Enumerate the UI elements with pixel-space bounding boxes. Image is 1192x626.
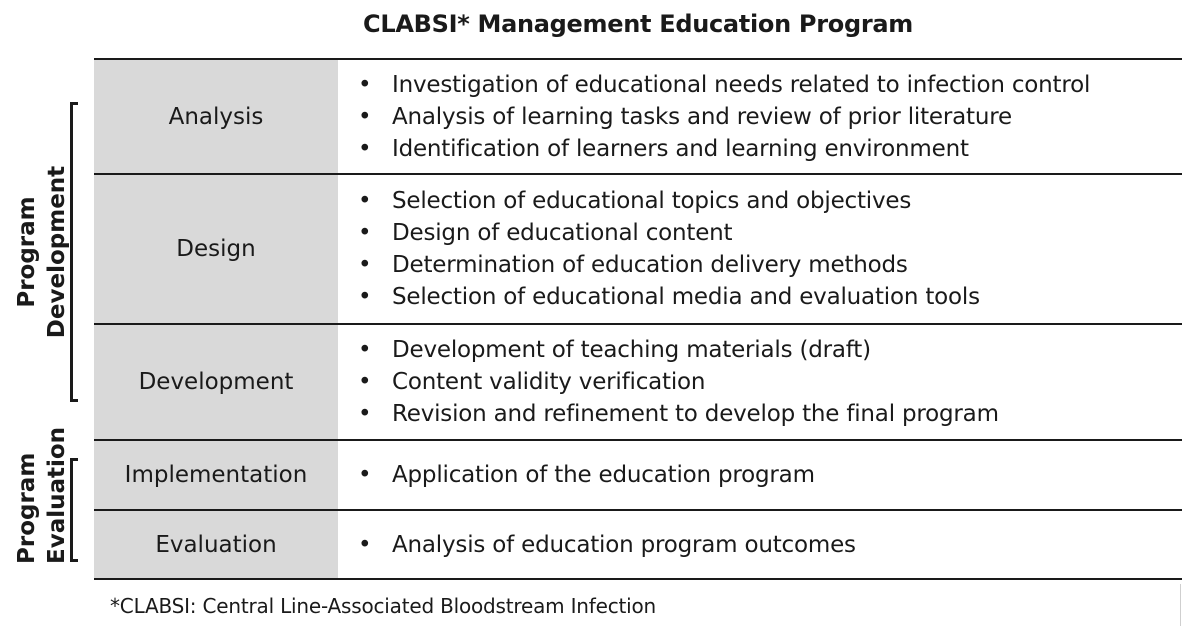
activity-item: • Determination of education delivery methods (358, 249, 1182, 281)
phase-name-cell: Evaluation (94, 511, 338, 578)
group-label-line: Program (14, 196, 40, 308)
phase-name-cell: Analysis (94, 60, 338, 173)
activity-item: • Selection of educational topics and objectives (358, 185, 1182, 217)
group-label-program-evaluation (12, 426, 72, 564)
phase-table (94, 58, 1182, 580)
diagram-title: CLABSI* Management Education Program (363, 10, 913, 38)
phase-activity-list (338, 175, 1182, 323)
phase-name-cell: Design (94, 175, 338, 323)
group-label-program-development (12, 162, 72, 342)
footnote: *CLABSI: Central Line-Associated Bloodstream Infection (110, 594, 657, 618)
phase-activity-list (338, 60, 1182, 173)
bracket-program-evaluation (70, 458, 78, 562)
activity-item: • Revision and refinement to develop the final program (358, 398, 1182, 430)
bracket-program-development (70, 102, 78, 402)
phase-name-cell: Implementation (94, 441, 338, 509)
activity-item: • Application of the education program (358, 459, 1182, 491)
activity-item: • Selection of educational media and evaluation tools (358, 281, 1182, 313)
phase-row-analysis (94, 58, 1182, 173)
phase-row-implementation (94, 439, 1182, 509)
group-label-line: Evaluation (44, 426, 70, 564)
activity-item: • Identification of learners and learning environment (358, 133, 1182, 165)
phase-name-cell: Development (94, 325, 338, 439)
activity-item: • Analysis of learning tasks and review of prior literature (358, 101, 1182, 133)
activity-item: • Analysis of education program outcomes (358, 529, 1182, 561)
group-label-line: Development (44, 165, 70, 339)
activity-item: • Design of educational content (358, 217, 1182, 249)
phase-activity-list (338, 441, 1182, 509)
phase-activity-list (338, 325, 1182, 439)
activity-item: • Investigation of educational needs related to infection control (358, 69, 1182, 101)
activity-item: • Development of teaching materials (draft) (358, 334, 1182, 366)
activity-item: • Content validity verification (358, 366, 1182, 398)
phase-row-evaluation (94, 509, 1182, 580)
phase-activity-list (338, 511, 1182, 578)
phase-row-development (94, 323, 1182, 439)
group-label-line: Program (14, 452, 40, 564)
footnote-divider (1180, 584, 1181, 626)
phase-row-design (94, 173, 1182, 323)
